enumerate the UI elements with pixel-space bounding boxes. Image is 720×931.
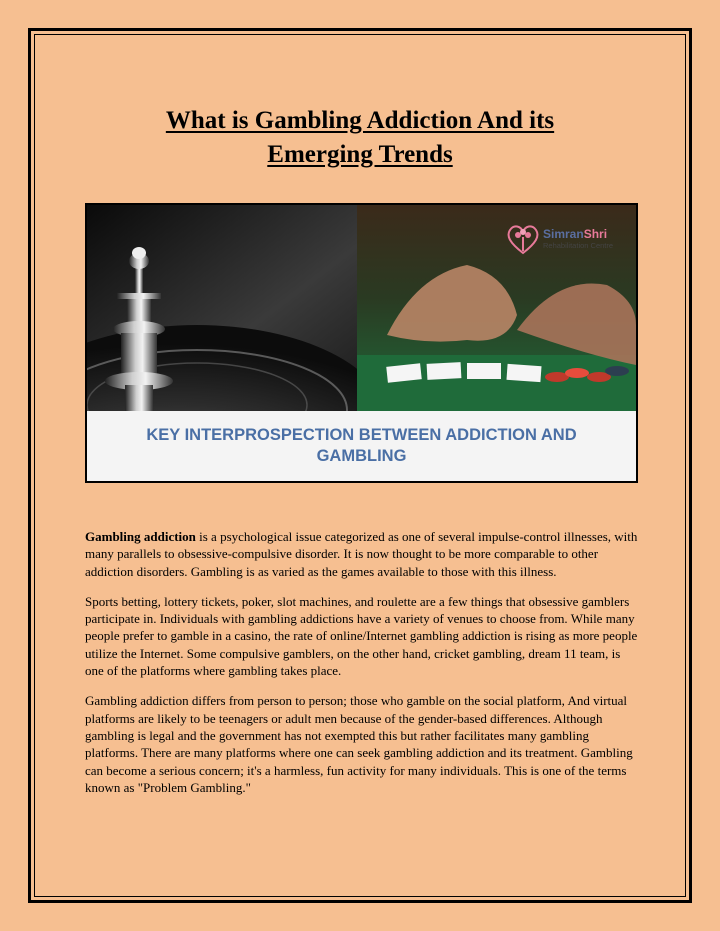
paragraph-2: Sports betting, lottery tickets, poker, slot machines, and roulette are a few things that obsessive gamblers participate in. Individuals with gambling addictions have a variety of venues to choose from. While many people prefer to gamble in a casino, the rate of online/Internet gambling addiction is rising as more people utilize the Internet. Some compulsive gamblers, on the other hand, cricket gambling, dream 11 team, is one of the platforms where gambling takes place. [85,593,638,679]
paragraph-1-lead: Gambling addiction [85,529,196,544]
heart-tree-icon [506,223,540,255]
simranshri-logo [506,217,624,261]
banner-caption: KEY INTERPROSPECTION BETWEEN ADDICTION AND GAMBLING [87,411,636,481]
title-line-1: What is Gambling Addiction And its [165,107,555,134]
paragraph-1-text: is a psychological issue categorized as one of several impulse-control illnesses, with many parallels to obsessive-compulsive disorder. It is now thought to be more comparable to other addiction disorders. Gambling is as varied as the games available to those with this illness. [85,529,638,579]
paragraph-3: Gambling addiction differs from person to person; those who gamble on the social platform, And virtual platforms are likely to be teenagers or adult men because of the gender-based differences. Although gambling is legal and the government has not exempted this but rather facilitates many gambling platforms. There are many platforms where one can seek gambling addiction and its treatment. Gambling can become a serious concern; it's a harmless, fun activity for many individuals. This is one of the terms known as "Problem Gambling." [85,693,633,795]
paragraph-1 [85,528,640,580]
logo-name: SimranShri [543,227,608,241]
document-title [60,104,660,172]
banner-image [85,203,638,483]
title-line-2: Emerging Trends [267,141,453,168]
logo-subtitle: Rehabilitation Centre [543,241,614,250]
article-body [85,528,640,809]
